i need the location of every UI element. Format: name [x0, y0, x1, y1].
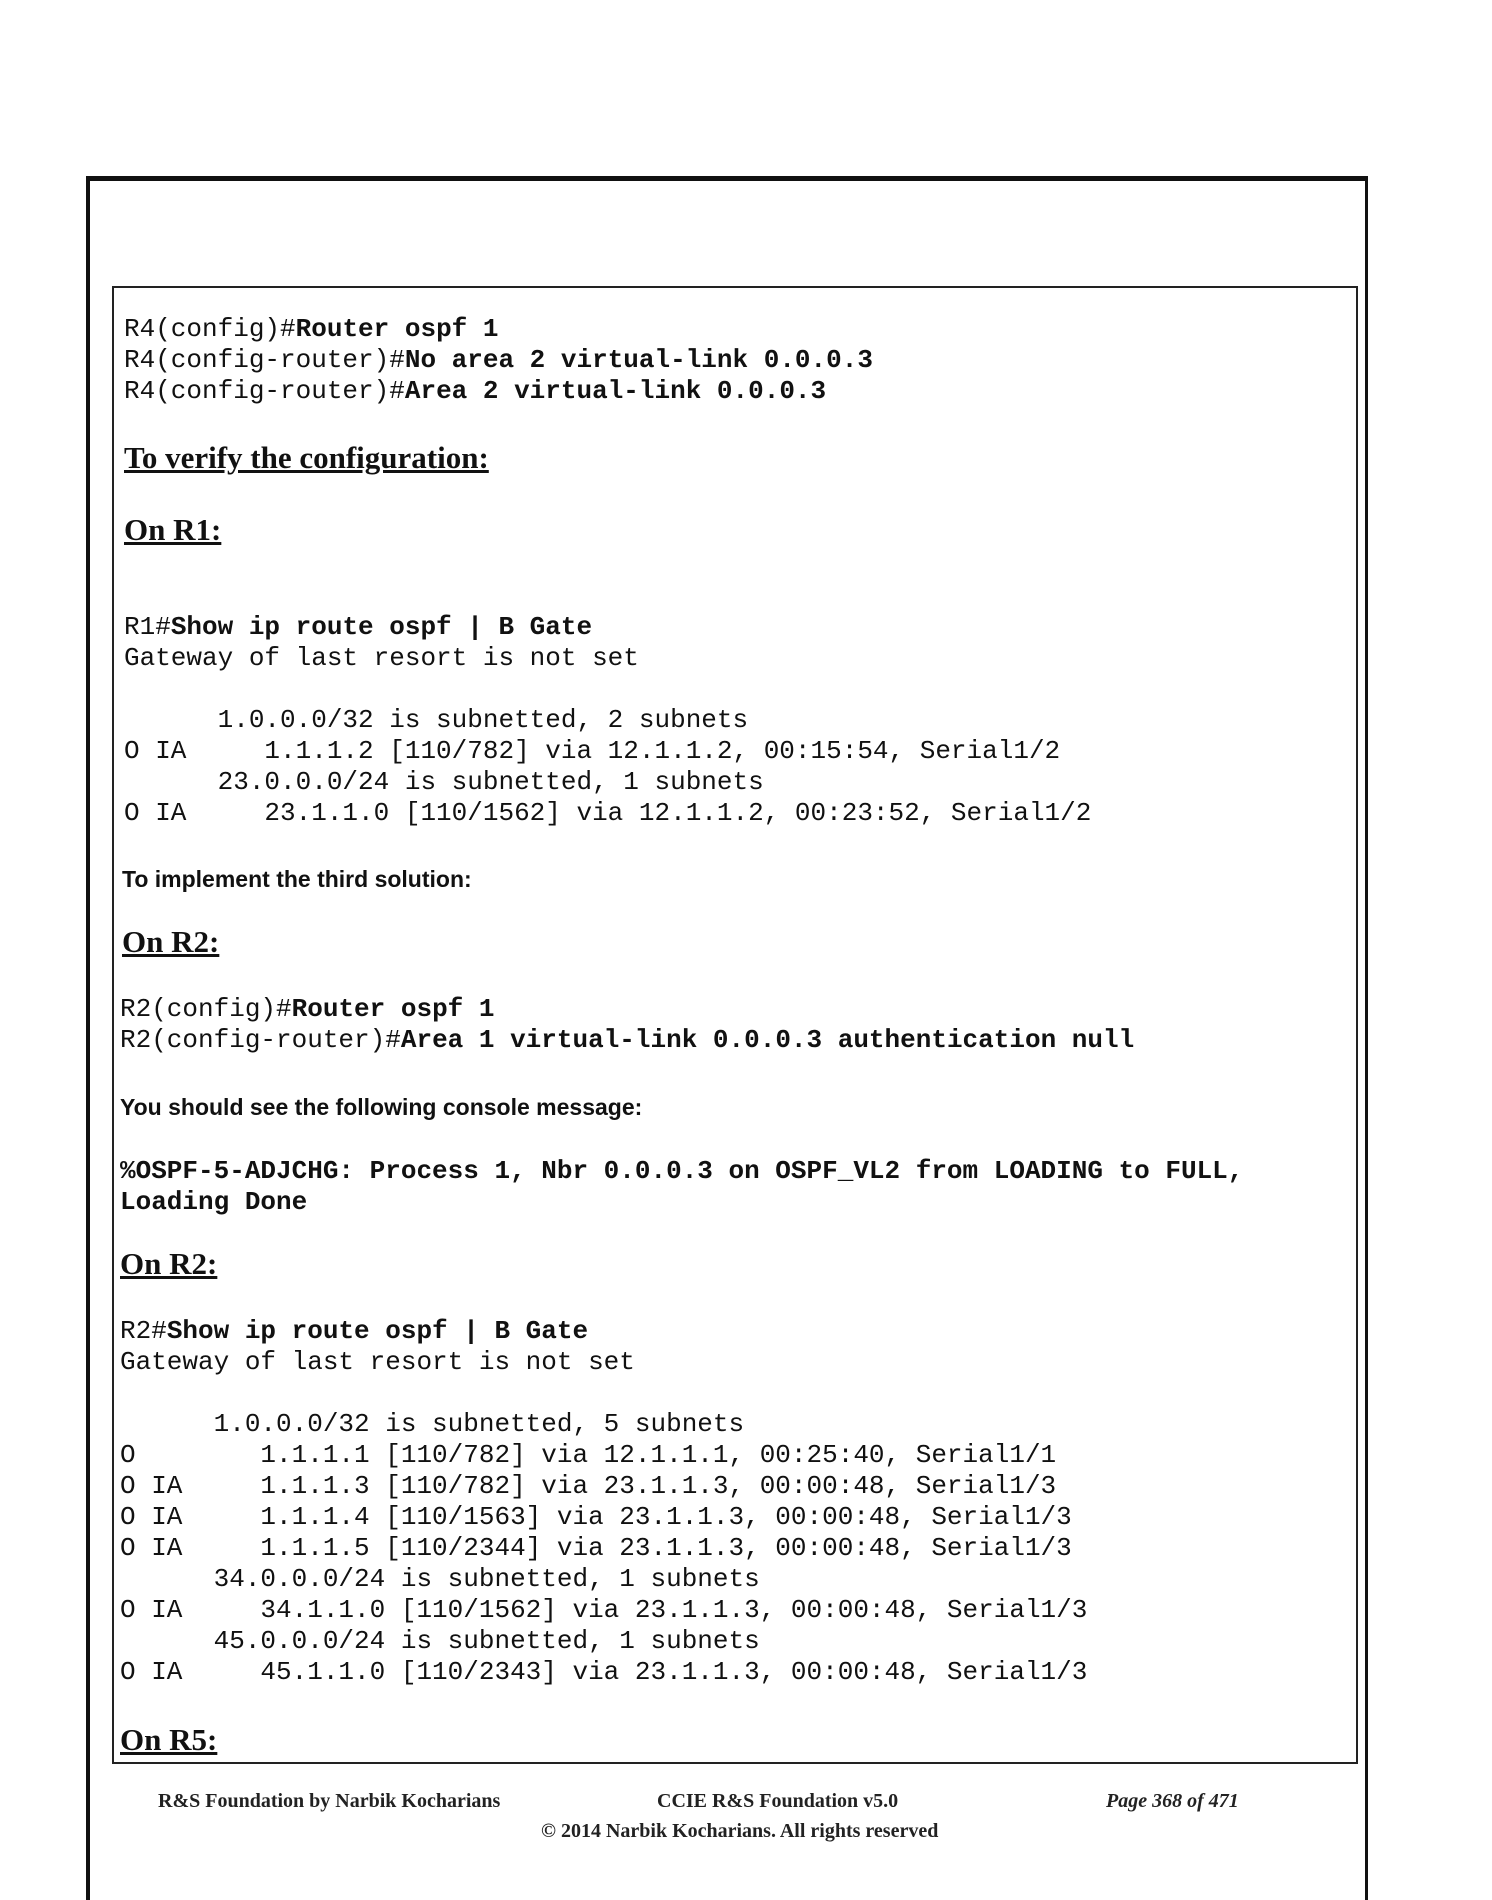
r2-show-command: R2#Show ip route ospf | B Gate	[120, 1316, 589, 1346]
r1-output-line: O IA 1.1.1.2 [110/782] via 12.1.1.2, 00:15:54, Serial1/2	[124, 736, 1061, 766]
r4-config-line-2: R4(config-router)#No area 2 virtual-link 0.0.0.3	[124, 345, 873, 375]
console-note: You should see the following console message:	[120, 1094, 643, 1120]
console-message: %OSPF-5-ADJCHG: Process 1, Nbr 0.0.0.3 on OSPF_VL2 from LOADING to FULL, Loading Done	[120, 1156, 1244, 1217]
on-r1-heading: On R1:	[124, 512, 222, 547]
r2-config-line-1: R2(config)#Router ospf 1	[120, 994, 495, 1024]
r2-output-line: O IA 1.1.1.3 [110/782] via 23.1.1.3, 00:00:48, Serial1/3	[120, 1471, 1057, 1501]
r1-output-line: O IA 23.1.1.0 [110/1562] via 12.1.1.2, 00:23:52, Serial1/2	[124, 798, 1092, 828]
r2-output-line: 1.0.0.0/32 is subnetted, 5 subnets	[120, 1409, 745, 1439]
r1-show-command: R1#Show ip route ospf | B Gate	[124, 612, 593, 642]
r1-output-line: Gateway of last resort is not set	[124, 643, 639, 673]
r2-config-line-2: R2(config-router)#Area 1 virtual-link 0.0.0.3 authentication null	[120, 1025, 1135, 1055]
r2-output-line: O IA 1.1.1.4 [110/1563] via 23.1.1.3, 00:00:48, Serial1/3	[120, 1502, 1072, 1532]
r2-output-line: O 1.1.1.1 [110/782] via 12.1.1.1, 00:25:40, Serial1/1	[120, 1440, 1057, 1470]
r2-output-line: O IA 34.1.1.0 [110/1562] via 23.1.1.3, 00:00:48, Serial1/3	[120, 1595, 1088, 1625]
verify-heading: To verify the configuration:	[124, 440, 489, 475]
r1-output-line: 23.0.0.0/24 is subnetted, 1 subnets	[124, 767, 764, 797]
r2-output-line: O IA 45.1.1.0 [110/2343] via 23.1.1.3, 00:00:48, Serial1/3	[120, 1657, 1088, 1687]
on-r2-heading-b: On R2:	[120, 1246, 218, 1281]
r4-config-line-3: R4(config-router)#Area 2 virtual-link 0.0.0.3	[124, 376, 827, 406]
r2-output-line: O IA 1.1.1.5 [110/2344] via 23.1.1.3, 00:00:48, Serial1/3	[120, 1533, 1072, 1563]
footer-author: R&S Foundation by Narbik Kocharians	[158, 1790, 501, 1812]
footer-copyright: © 2014 Narbik Kocharians. All rights reserved	[541, 1820, 939, 1842]
on-r5-heading: On R5:	[120, 1722, 218, 1757]
r2-output-line: 34.0.0.0/24 is subnetted, 1 subnets	[120, 1564, 760, 1594]
third-solution-note: To implement the third solution:	[122, 866, 472, 892]
r4-config-line-1: R4(config)#Router ospf 1	[124, 314, 499, 344]
r2-output-line: 45.0.0.0/24 is subnetted, 1 subnets	[120, 1626, 760, 1656]
r1-output-line: 1.0.0.0/32 is subnetted, 2 subnets	[124, 705, 749, 735]
r2-output-line: Gateway of last resort is not set	[120, 1347, 635, 1377]
on-r2-heading-a: On R2:	[122, 924, 220, 959]
footer-page-number: Page 368 of 471	[1106, 1790, 1239, 1812]
footer-title: CCIE R&S Foundation v5.0	[657, 1790, 899, 1812]
